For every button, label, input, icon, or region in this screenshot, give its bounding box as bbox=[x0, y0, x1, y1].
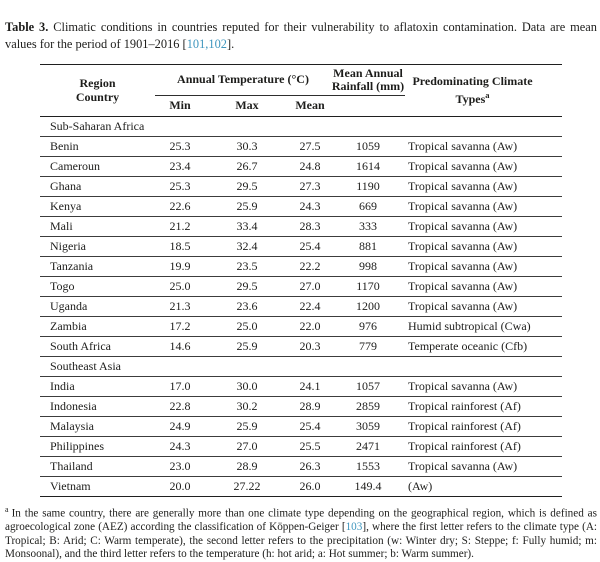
cell-mean: 25.4 bbox=[299, 419, 321, 434]
cell-rainfall: 1057 bbox=[356, 379, 381, 394]
col-header-region-country bbox=[40, 65, 155, 117]
table-row bbox=[40, 437, 562, 457]
section-row bbox=[40, 357, 562, 377]
cell-max: 27.0 bbox=[236, 439, 258, 454]
cell-country: Tanzania bbox=[50, 259, 94, 274]
table-row bbox=[40, 217, 562, 237]
table-row bbox=[40, 337, 562, 357]
cell-min: 22.8 bbox=[169, 399, 191, 414]
cell-rainfall: 3059 bbox=[356, 419, 381, 434]
col-header-mean: Mean bbox=[295, 98, 325, 113]
footnote-marker-sup: a bbox=[485, 89, 490, 100]
citation-link-101-102[interactable]: 101,102 bbox=[186, 36, 227, 51]
cell-climate: Tropical savanna (Aw) bbox=[408, 259, 518, 274]
footnote-marker: a bbox=[5, 505, 9, 515]
cell-country: Ghana bbox=[50, 179, 82, 194]
cell-climate: Tropical rainforest (Af) bbox=[408, 439, 521, 454]
cell-rainfall: 976 bbox=[359, 319, 378, 334]
cell-max: 29.5 bbox=[236, 279, 258, 294]
cell-max: 25.0 bbox=[236, 319, 258, 334]
cell-country: Philippines bbox=[50, 439, 105, 454]
cell-max: 23.6 bbox=[236, 299, 258, 314]
cell-min: 14.6 bbox=[169, 339, 191, 354]
cell-climate: Tropical savanna (Aw) bbox=[408, 139, 518, 154]
cell-rainfall: 1170 bbox=[356, 279, 380, 294]
cell-max: 33.4 bbox=[236, 219, 258, 234]
region-header-line1: Region bbox=[79, 76, 116, 91]
cell-climate: Tropical savanna (Aw) bbox=[408, 459, 518, 474]
climate-header-line2: Types$^a$ bbox=[455, 89, 490, 106]
cell-rainfall: 2859 bbox=[356, 399, 381, 414]
table-row bbox=[40, 477, 562, 497]
cell-climate: Tropical savanna (Aw) bbox=[408, 199, 518, 214]
cell-mean: 28.3 bbox=[299, 219, 321, 234]
cell-max: 28.9 bbox=[236, 459, 258, 474]
cell-mean: 28.9 bbox=[299, 399, 321, 414]
cell-climate: Humid subtropical (Cwa) bbox=[408, 319, 531, 334]
cell-rainfall: 998 bbox=[359, 259, 378, 274]
col-header-rainfall-spacer bbox=[331, 96, 405, 117]
cell-country: South Africa bbox=[50, 339, 111, 354]
cell-min: 20.0 bbox=[169, 479, 191, 494]
cell-min: 21.3 bbox=[169, 299, 191, 314]
col-header-min: Min bbox=[169, 98, 191, 113]
footnote-text-1: In the same country, there are generally more than one climate type depending on the geographical region, which is defined as agroecological zone (AEZ) according the classification of Köppen-Geiger [ bbox=[5, 507, 597, 534]
table-row bbox=[40, 237, 562, 257]
cell-climate: Temperate oceanic (Cfb) bbox=[408, 339, 528, 354]
cell-max: 26.7 bbox=[236, 159, 258, 174]
cell-climate: Tropical savanna (Aw) bbox=[408, 299, 518, 314]
cell-rainfall: 881 bbox=[359, 239, 378, 254]
table-row bbox=[40, 417, 562, 437]
climate-table bbox=[40, 64, 562, 497]
cell-min: 17.2 bbox=[169, 319, 191, 334]
table-header bbox=[40, 65, 562, 117]
cell-rainfall: 1200 bbox=[356, 299, 381, 314]
citation-link-103[interactable]: 103 bbox=[345, 521, 363, 534]
cell-mean: 24.1 bbox=[299, 379, 321, 394]
table-row bbox=[40, 257, 562, 277]
section-label: Southeast Asia bbox=[50, 359, 121, 374]
cell-mean: 27.0 bbox=[299, 279, 321, 294]
cell-max: 30.0 bbox=[236, 379, 258, 394]
cell-country: Uganda bbox=[50, 299, 88, 314]
cell-rainfall: 1553 bbox=[356, 459, 381, 474]
section-label: Sub-Saharan Africa bbox=[50, 119, 145, 134]
table-row bbox=[40, 317, 562, 337]
table-row bbox=[40, 297, 562, 317]
cell-min: 24.3 bbox=[169, 439, 191, 454]
cell-country: Togo bbox=[50, 279, 75, 294]
cell-rainfall: 779 bbox=[359, 339, 378, 354]
cell-climate: Tropical rainforest (Af) bbox=[408, 419, 521, 434]
cell-min: 23.0 bbox=[169, 459, 191, 474]
climate-header-line1: Predominating Climate bbox=[412, 74, 533, 89]
cell-min: 22.6 bbox=[169, 199, 191, 214]
cell-mean: 22.2 bbox=[299, 259, 321, 274]
col-header-annual-temperature: Annual Temperature (°C) bbox=[155, 65, 331, 96]
cell-mean: 26.3 bbox=[299, 459, 321, 474]
cell-rainfall: 1614 bbox=[356, 159, 381, 174]
cell-rainfall: 1190 bbox=[356, 179, 380, 194]
cell-rainfall: 669 bbox=[359, 199, 378, 214]
cell-rainfall: 333 bbox=[359, 219, 378, 234]
rainfall-header-line1: Mean Annual bbox=[333, 65, 403, 80]
cell-max: 30.3 bbox=[236, 139, 258, 154]
cell-country: Cameroun bbox=[50, 159, 100, 174]
cell-min: 18.5 bbox=[169, 239, 191, 254]
cell-mean: 25.5 bbox=[299, 439, 321, 454]
cell-max: 25.9 bbox=[236, 339, 258, 354]
section-row bbox=[40, 117, 562, 137]
cell-country: India bbox=[50, 379, 75, 394]
cell-min: 25.0 bbox=[169, 279, 191, 294]
table-row bbox=[40, 457, 562, 477]
cell-mean: 27.3 bbox=[299, 179, 321, 194]
cell-mean: 25.4 bbox=[299, 239, 321, 254]
cell-climate: Tropical savanna (Aw) bbox=[408, 279, 518, 294]
cell-mean: 22.4 bbox=[299, 299, 321, 314]
cell-mean: 26.0 bbox=[299, 479, 321, 494]
cell-max: 29.5 bbox=[236, 179, 258, 194]
cell-max: 30.2 bbox=[236, 399, 258, 414]
cell-min: 24.9 bbox=[169, 419, 191, 434]
footnote-text-2: ], where the first letter refers to the climate type (A: Tropical; B: Arid; C: Warm temperate), the second letter refers to the precipitation (w: Winter dry; S: Steppe; f: Fully humid; m: Monsoonal), and the third letter refers to the temperature (h: hot arid; a: Hot summer; b: Warm summer). bbox=[5, 521, 598, 561]
cell-country: Indonesia bbox=[50, 399, 97, 414]
table-row bbox=[40, 277, 562, 297]
table-row bbox=[40, 197, 562, 217]
table-row bbox=[40, 377, 562, 397]
cell-mean: 20.3 bbox=[299, 339, 321, 354]
region-header-line2: Country bbox=[75, 89, 120, 104]
cell-min: 17.0 bbox=[169, 379, 191, 394]
cell-max: 32.4 bbox=[236, 239, 258, 254]
col-header-rainfall bbox=[331, 65, 405, 96]
cell-rainfall: 1059 bbox=[356, 139, 381, 154]
cell-min: 21.2 bbox=[169, 219, 191, 234]
cell-climate: (Aw) bbox=[408, 479, 433, 494]
cell-country: Nigeria bbox=[50, 239, 86, 254]
cell-min: 25.3 bbox=[169, 179, 191, 194]
cell-country: Zambia bbox=[50, 319, 87, 334]
cell-max: 23.5 bbox=[236, 259, 258, 274]
cell-country: Malaysia bbox=[50, 419, 94, 434]
cell-climate: Tropical savanna (Aw) bbox=[408, 219, 518, 234]
cell-country: Vietnam bbox=[50, 479, 91, 494]
cell-max: 25.9 bbox=[236, 419, 258, 434]
cell-climate: Tropical savanna (Aw) bbox=[408, 379, 518, 394]
table-number-label: Table 3. bbox=[5, 20, 49, 35]
col-header-max: Max bbox=[235, 98, 259, 113]
cell-climate: Tropical savanna (Aw) bbox=[408, 239, 518, 254]
cell-rainfall: 149.4 bbox=[354, 479, 382, 494]
cell-mean: 24.8 bbox=[299, 159, 321, 174]
cell-mean: 22.0 bbox=[299, 319, 321, 334]
cell-min: 23.4 bbox=[169, 159, 191, 174]
cell-country: Benin bbox=[50, 139, 79, 154]
cell-mean: 27.5 bbox=[299, 139, 321, 154]
cell-climate: Tropical savanna (Aw) bbox=[408, 159, 518, 174]
cell-max: 27.22 bbox=[233, 479, 261, 494]
cell-country: Thailand bbox=[50, 459, 93, 474]
table-row bbox=[40, 397, 562, 417]
caption-text: Climatic conditions in countries reputed for their vulnerability to aflatoxin contamination. Data are mean values for the period of 1901–2016 [ bbox=[5, 20, 597, 51]
cell-mean: 24.3 bbox=[299, 199, 321, 214]
col-header-climate-types bbox=[405, 65, 562, 117]
cell-rainfall: 2471 bbox=[356, 439, 381, 454]
caption-suffix: ]. bbox=[226, 36, 235, 51]
cell-min: 25.3 bbox=[169, 139, 191, 154]
table-footnote bbox=[5, 503, 597, 561]
table-row bbox=[40, 157, 562, 177]
cell-country: Mali bbox=[50, 219, 73, 234]
cell-max: 25.9 bbox=[236, 199, 258, 214]
cell-climate: Tropical rainforest (Af) bbox=[408, 399, 521, 414]
cell-min: 19.9 bbox=[169, 259, 191, 274]
cell-country: Kenya bbox=[50, 199, 82, 214]
table-body bbox=[40, 117, 562, 497]
rainfall-header-line2: Rainfall (mm) bbox=[331, 79, 405, 94]
table-row bbox=[40, 137, 562, 157]
table-caption bbox=[5, 19, 597, 51]
cell-climate: Tropical savanna (Aw) bbox=[408, 179, 518, 194]
table-row bbox=[40, 177, 562, 197]
